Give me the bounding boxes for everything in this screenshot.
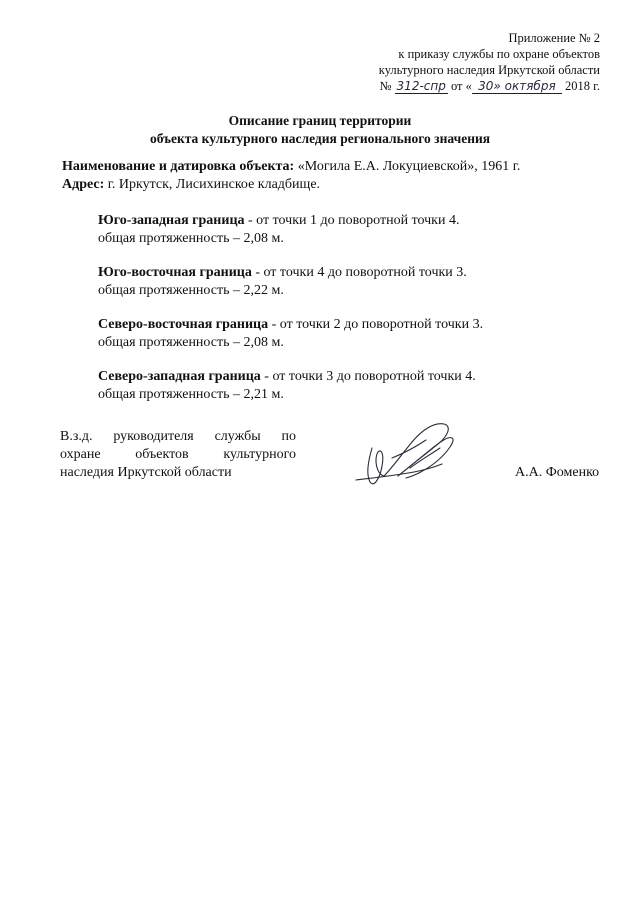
appendix-agency: культурного наследия Иркутской области — [378, 63, 600, 77]
border-item — [98, 264, 598, 300]
order-number-line — [270, 78, 600, 94]
order-date-handwritten: 30» октября — [472, 79, 562, 94]
border-name: Северо-восточная граница — [98, 317, 269, 332]
title-line-2: объекта культурного наследия регионального значения — [149, 131, 491, 146]
border-name: Северо-западная граница — [98, 369, 261, 384]
appendix-header — [270, 30, 600, 94]
position-word: объектов — [135, 447, 189, 462]
position-word: службы — [214, 429, 261, 444]
border-heading-row — [98, 368, 598, 386]
borders-list — [98, 212, 598, 420]
border-item — [98, 316, 598, 352]
position-line-1 — [60, 428, 296, 446]
object-name-row — [62, 158, 622, 176]
border-name: Юго-западная граница — [98, 213, 245, 228]
border-heading-row — [98, 212, 598, 230]
border-length: общая протяженность – 2,08 м. — [98, 335, 284, 350]
object-address-label: Адрес: — [62, 177, 105, 192]
border-heading-row — [98, 316, 598, 334]
handwritten-signature — [352, 418, 462, 490]
position-line-3: наследия Иркутской области — [60, 465, 232, 480]
order-year: 2018 г. — [565, 79, 600, 93]
order-number-handwritten: 312-спр — [396, 79, 446, 93]
from-label: от « — [450, 79, 472, 93]
document-title — [0, 112, 640, 148]
object-address-value: г. Иркутск, Лисихинское кладбище. — [107, 177, 321, 192]
border-description: - от точки 2 до поворотной точки 3. — [271, 317, 484, 332]
position-word: охране — [60, 447, 101, 462]
object-info — [62, 158, 622, 194]
border-length: общая протяженность – 2,22 м. — [98, 283, 284, 298]
border-item — [98, 368, 598, 404]
border-heading-row — [98, 264, 598, 282]
border-item — [98, 212, 598, 248]
border-description: - от точки 3 до поворотной точки 4. — [264, 369, 476, 384]
title-line-1: Описание границ территории — [228, 113, 412, 128]
border-description: - от точки 1 до поворотной точки 4. — [248, 213, 460, 228]
appendix-title: Приложение № 2 — [508, 31, 600, 45]
appendix-order-ref: к приказу службы по охране объектов — [398, 47, 600, 61]
position-word: культурного — [223, 447, 296, 462]
position-word: руководителя — [113, 429, 194, 444]
object-name-label: Наименование и датировка объекта: — [62, 159, 295, 174]
border-description: - от точки 4 до поворотной точки 3. — [255, 265, 467, 280]
position-word: В.з.д. — [60, 429, 93, 444]
position-line-2 — [60, 446, 296, 464]
object-name-value: «Могила Е.А. Локуциевской», 1961 г. — [297, 159, 521, 174]
number-prefix: № — [379, 79, 392, 93]
signatory-position — [60, 428, 296, 482]
border-length: общая протяженность – 2,08 м. — [98, 231, 284, 246]
border-length: общая протяженность – 2,21 м. — [98, 387, 284, 402]
object-address-row — [62, 176, 622, 194]
signer-name: А.А. Фоменко — [515, 465, 600, 480]
position-word: по — [281, 429, 296, 444]
border-name: Юго-восточная граница — [98, 265, 252, 280]
